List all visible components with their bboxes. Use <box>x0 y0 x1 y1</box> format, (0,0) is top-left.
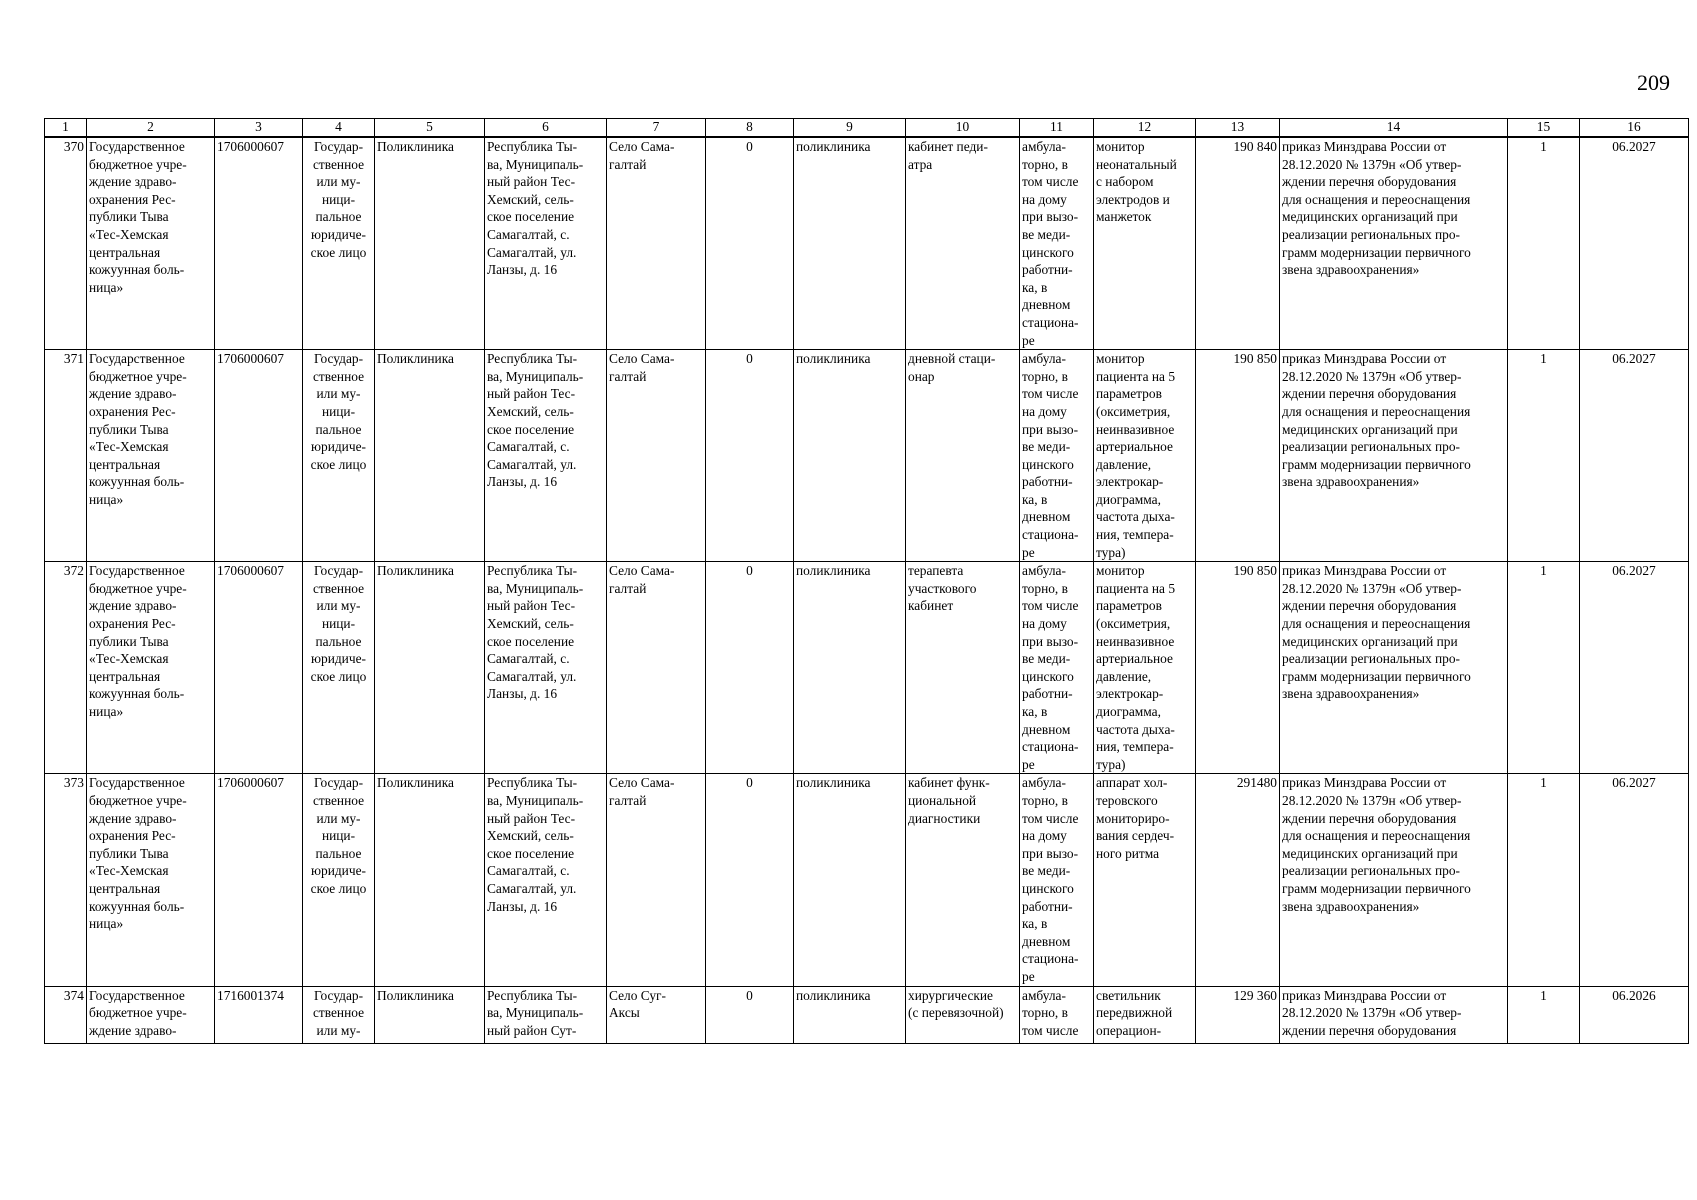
locality: Село Сама- галтай <box>607 350 706 562</box>
care-conditions: амбула- торно, в том числе <box>1020 986 1094 1043</box>
equipment-name: монитор пациента на 5 параметров (оксиметрия, неинвазивное артериальное давление, электрокар- диограмма, частота дыха- ния, темпера- тура) <box>1094 350 1196 562</box>
deadline: 06.2027 <box>1580 562 1689 774</box>
column-8-value: 0 <box>706 986 794 1043</box>
subdivision: поликлиника <box>794 350 906 562</box>
price: 190 850 <box>1196 350 1280 562</box>
page-number: 209 <box>1637 70 1670 95</box>
deadline: 06.2027 <box>1580 350 1689 562</box>
equipment-name: светильник передвижной операцион- <box>1094 986 1196 1043</box>
facility-type: Поликлиника <box>375 137 485 350</box>
regulation: приказ Минздрава России от 28.12.2020 № 1379н «Об утвер- ждении перечня оборудования <box>1280 986 1508 1043</box>
row-number: 373 <box>45 774 87 986</box>
column-header: 13 <box>1196 119 1280 138</box>
legal-form: Государ- ственное или му- ници- пальное юридиче- ское лицо <box>303 562 375 774</box>
address: Республика Ты- ва, Муниципаль- ный район Тес- Хемский, сель- ское поселение Самагалтай, с. Самагалтай, ул. Ланзы, д. 16 <box>485 774 607 986</box>
care-conditions: амбула- торно, в том числе на дому при вызо- ве меди- цинского работни- ка, в дневном стациона- ре <box>1020 562 1094 774</box>
cabinet: хирургические (с перевязочной) <box>906 986 1020 1043</box>
deadline: 06.2027 <box>1580 774 1689 986</box>
deadline: 06.2026 <box>1580 986 1689 1043</box>
column-8-value: 0 <box>706 774 794 986</box>
column-header: 6 <box>485 119 607 138</box>
table-row <box>45 986 1689 1043</box>
row-number: 370 <box>45 137 87 350</box>
quantity: 1 <box>1508 774 1580 986</box>
column-header: 3 <box>215 119 303 138</box>
facility-type: Поликлиника <box>375 562 485 774</box>
equipment-register-table <box>44 118 1689 1044</box>
address: Республика Ты- ва, Муниципаль- ный район Тес- Хемский, сель- ское поселение Самагалтай, с. Самагалтай, ул. Ланзы, д. 16 <box>485 562 607 774</box>
cabinet: терапевта участкового кабинет <box>906 562 1020 774</box>
organization-name: Государственное бюджетное учре- ждение здраво- охранения Рес- публики Тыва «Тес-Хемская центральная кожуунная боль- ница» <box>87 137 215 350</box>
column-header: 8 <box>706 119 794 138</box>
row-number: 372 <box>45 562 87 774</box>
inn: 1706000607 <box>215 350 303 562</box>
care-conditions: амбула- торно, в том числе на дому при вызо- ве меди- цинского работни- ка, в дневном стациона- ре <box>1020 350 1094 562</box>
column-header: 11 <box>1020 119 1094 138</box>
quantity: 1 <box>1508 562 1580 774</box>
column-header: 1 <box>45 119 87 138</box>
care-conditions: амбула- торно, в том числе на дому при вызо- ве меди- цинского работни- ка, в дневном стациона- ре <box>1020 774 1094 986</box>
inn: 1706000607 <box>215 562 303 774</box>
subdivision: поликлиника <box>794 137 906 350</box>
locality: Село Сама- галтай <box>607 137 706 350</box>
column-header: 2 <box>87 119 215 138</box>
column-8-value: 0 <box>706 562 794 774</box>
quantity: 1 <box>1508 137 1580 350</box>
regulation: приказ Минздрава России от 28.12.2020 № 1379н «Об утвер- ждении перечня оборудования для оснащения и переоснащения медицинских организаций при реализации региональных про- грамм модернизации первичного звена здравоохранения» <box>1280 562 1508 774</box>
care-conditions: амбула- торно, в том числе на дому при вызо- ве меди- цинского работни- ка, в дневном стациона- ре <box>1020 137 1094 350</box>
header-row <box>45 119 1689 138</box>
deadline: 06.2027 <box>1580 137 1689 350</box>
regulation: приказ Минздрава России от 28.12.2020 № 1379н «Об утвер- ждении перечня оборудования для оснащения и переоснащения медицинских организаций при реализации региональных про- грамм модернизации первичного звена здравоохранения» <box>1280 350 1508 562</box>
legal-form: Государ- ственное или му- ници- пальное юридиче- ское лицо <box>303 350 375 562</box>
price: 190 850 <box>1196 562 1280 774</box>
column-8-value: 0 <box>706 350 794 562</box>
column-header: 16 <box>1580 119 1689 138</box>
table-row <box>45 774 1689 986</box>
column-header: 12 <box>1094 119 1196 138</box>
regulation: приказ Минздрава России от 28.12.2020 № 1379н «Об утвер- ждении перечня оборудования для оснащения и переоснащения медицинских организаций при реализации региональных про- грамм модернизации первичного звена здравоохранения» <box>1280 137 1508 350</box>
regulation: приказ Минздрава России от 28.12.2020 № 1379н «Об утвер- ждении перечня оборудования для оснащения и переоснащения медицинских организаций при реализации региональных про- грамм модернизации первичного звена здравоохранения» <box>1280 774 1508 986</box>
address: Республика Ты- ва, Муниципаль- ный район Сут- <box>485 986 607 1043</box>
legal-form: Государ- ственное или му- <box>303 986 375 1043</box>
cabinet: кабинет функ- циональной диагностики <box>906 774 1020 986</box>
locality: Село Сама- галтай <box>607 562 706 774</box>
quantity: 1 <box>1508 350 1580 562</box>
organization-name: Государственное бюджетное учре- ждение здраво- охранения Рес- публики Тыва «Тес-Хемская центральная кожуунная боль- ница» <box>87 562 215 774</box>
inn: 1706000607 <box>215 137 303 350</box>
cabinet: кабинет педи- атра <box>906 137 1020 350</box>
price: 291480 <box>1196 774 1280 986</box>
address: Республика Ты- ва, Муниципаль- ный район Тес- Хемский, сель- ское поселение Самагалтай, с. Самагалтай, ул. Ланзы, д. 16 <box>485 137 607 350</box>
organization-name: Государственное бюджетное учре- ждение здраво- охранения Рес- публики Тыва «Тес-Хемская центральная кожуунная боль- ница» <box>87 774 215 986</box>
facility-type: Поликлиника <box>375 986 485 1043</box>
subdivision: поликлиника <box>794 562 906 774</box>
column-header: 14 <box>1280 119 1508 138</box>
subdivision: поликлиника <box>794 986 906 1043</box>
equipment-name: монитор пациента на 5 параметров (оксиметрия, неинвазивное артериальное давление, электрокар- диограмма, частота дыха- ния, темпера- тура) <box>1094 562 1196 774</box>
table-row <box>45 562 1689 774</box>
inn: 1716001374 <box>215 986 303 1043</box>
column-header: 7 <box>607 119 706 138</box>
address: Республика Ты- ва, Муниципаль- ный район Тес- Хемский, сель- ское поселение Самагалтай, с. Самагалтай, ул. Ланзы, д. 16 <box>485 350 607 562</box>
organization-name: Государственное бюджетное учре- ждение здраво- охранения Рес- публики Тыва «Тес-Хемская центральная кожуунная боль- ница» <box>87 350 215 562</box>
column-header: 5 <box>375 119 485 138</box>
cabinet: дневной стаци- онар <box>906 350 1020 562</box>
column-8-value: 0 <box>706 137 794 350</box>
facility-type: Поликлиника <box>375 774 485 986</box>
legal-form: Государ- ственное или му- ници- пальное юридиче- ское лицо <box>303 137 375 350</box>
column-header: 9 <box>794 119 906 138</box>
column-header: 15 <box>1508 119 1580 138</box>
equipment-name: монитор неонатальный с набором электродов и манжеток <box>1094 137 1196 350</box>
column-header: 10 <box>906 119 1020 138</box>
table-row <box>45 137 1689 350</box>
organization-name: Государственное бюджетное учре- ждение здраво- <box>87 986 215 1043</box>
row-number: 371 <box>45 350 87 562</box>
facility-type: Поликлиника <box>375 350 485 562</box>
table-row <box>45 350 1689 562</box>
subdivision: поликлиника <box>794 774 906 986</box>
quantity: 1 <box>1508 986 1580 1043</box>
row-number: 374 <box>45 986 87 1043</box>
column-header: 4 <box>303 119 375 138</box>
locality: Село Сама- галтай <box>607 774 706 986</box>
inn: 1706000607 <box>215 774 303 986</box>
equipment-name: аппарат хол- теровского мониториро- вания сердеч- ного ритма <box>1094 774 1196 986</box>
price: 190 840 <box>1196 137 1280 350</box>
locality: Село Суг- Аксы <box>607 986 706 1043</box>
price: 129 360 <box>1196 986 1280 1043</box>
legal-form: Государ- ственное или му- ници- пальное юридиче- ское лицо <box>303 774 375 986</box>
